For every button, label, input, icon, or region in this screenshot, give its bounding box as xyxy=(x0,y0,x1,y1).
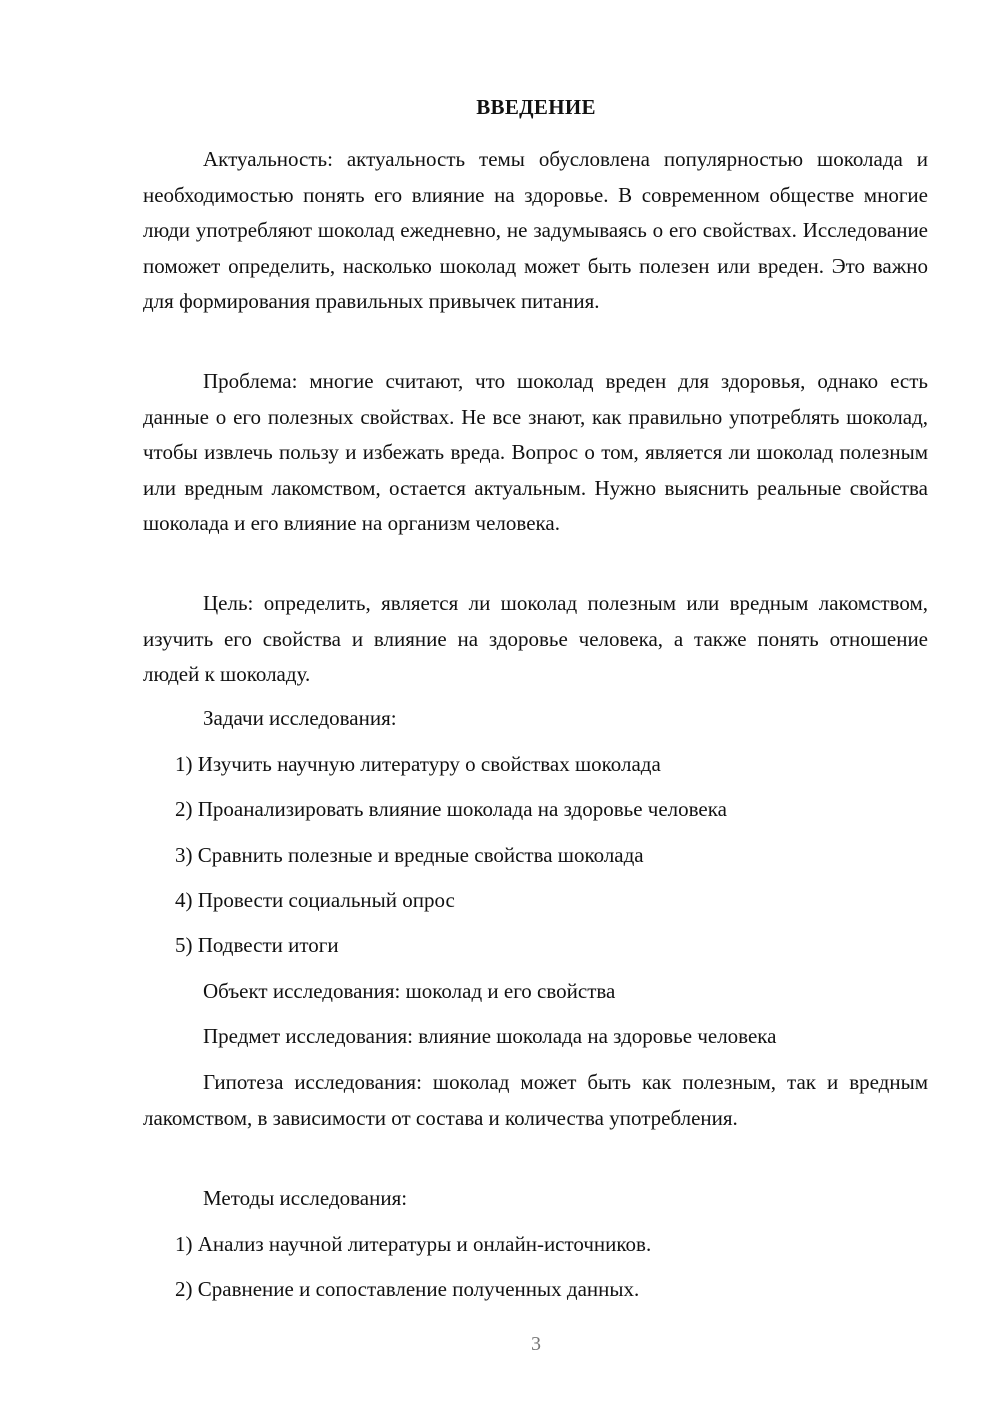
paragraph-problem: Проблема: многие считают, что шоколад вреден для здоровья, однако есть данные о его полезных свойствах. Не все знают, как правильно употреблять шоколад, чтобы извлечь пользу и избежать вреда. Вопрос о том, является ли шоколад полезным или вредным лакомством, остается актуальным. Нужно выяснить реальные свойства шоколада и его влияние на организм человека. xyxy=(143,369,928,535)
task-item: 4) Провести социальный опрос xyxy=(175,888,455,912)
method-item: 2) Сравнение и сопоставление полученных данных. xyxy=(175,1277,640,1301)
method-item: 1) Анализ научной литературы и онлайн-источников. xyxy=(175,1232,652,1256)
methods-title: Методы исследования: xyxy=(203,1186,408,1210)
task-item: 2) Проанализировать влияние шоколада на здоровье человека xyxy=(175,797,727,821)
section-heading: ВВЕДЕНИЕ xyxy=(476,95,596,119)
page-number: 3 xyxy=(531,1333,541,1355)
paragraph-goal: Цель: определить, является ли шоколад полезным или вредным лакомством, изучить его свойства и влияние на здоровье человека, а также понять отношение людей к шоколаду. xyxy=(143,591,928,686)
task-item: 5) Подвести итоги xyxy=(175,933,339,957)
task-item: 3) Сравнить полезные и вредные свойства шоколада xyxy=(175,843,644,867)
paragraph-hypothesis: Гипотеза исследования: шоколад может быть как полезным, так и вредным лакомством, в зависимости от состава и количества употребления. xyxy=(143,1070,928,1130)
research-subject: Предмет исследования: влияние шоколада на здоровье человека xyxy=(203,1024,777,1048)
tasks-title: Задачи исследования: xyxy=(203,706,397,730)
task-item: 1) Изучить научную литературу о свойствах шоколада xyxy=(175,752,661,776)
paragraph-relevance: Актуальность: актуальность темы обусловлена популярностью шоколада и необходимостью понять его влияние на здоровье. В современном обществе многие люди употребляют шоколад ежедневно, не задумываясь о его свойствах. Исследование поможет определить, насколько шоколад может быть полезен или вреден. Это важно для формирования правильных привычек питания. xyxy=(143,147,928,313)
research-object: Объект исследования: шоколад и его свойства xyxy=(203,979,616,1003)
